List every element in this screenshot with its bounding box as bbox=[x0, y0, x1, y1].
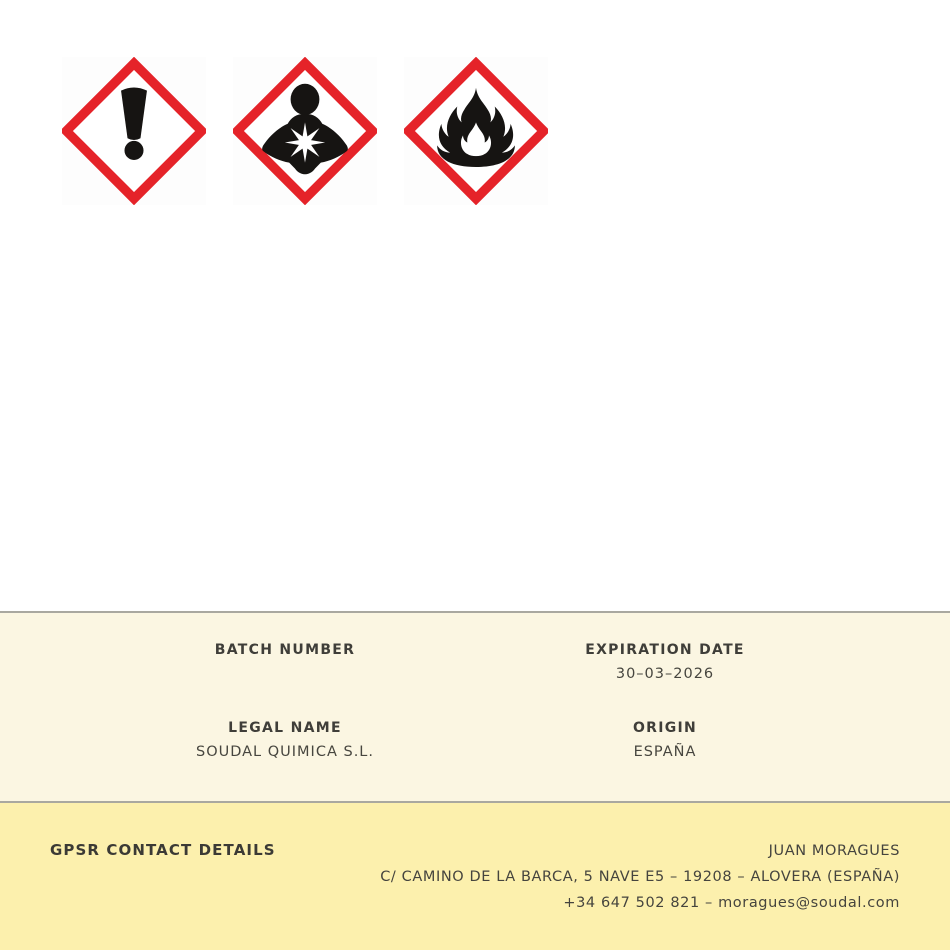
batch-number-label: BATCH NUMBER bbox=[214, 642, 356, 658]
exclamation-mark-icon bbox=[62, 57, 206, 205]
origin-label: ORIGIN bbox=[632, 720, 698, 736]
field-legal-name bbox=[95, 717, 475, 765]
expiration-date-value: 30–03–2026 bbox=[615, 666, 715, 682]
ghs-pictograms bbox=[62, 57, 548, 205]
contact-phone-email: +34 647 502 821 – moragues@soudal.com bbox=[563, 895, 900, 911]
health-hazard-icon bbox=[233, 57, 377, 205]
contact-panel bbox=[0, 801, 950, 950]
contact-lines bbox=[380, 838, 900, 916]
origin-value: ESPAÑA bbox=[633, 744, 697, 760]
pictogram-exclamation bbox=[62, 57, 206, 205]
pictogram-health-hazard bbox=[233, 57, 377, 205]
field-batch-number bbox=[95, 639, 475, 687]
contact-address: C/ CAMINO DE LA BARCA, 5 NAVE E5 – 19208 – ALOVERA (ESPAÑA) bbox=[380, 869, 900, 885]
pictogram-flame bbox=[404, 57, 548, 205]
field-origin bbox=[475, 717, 855, 765]
contact-heading: GPSR CONTACT DETAILS bbox=[50, 841, 276, 859]
field-expiration-date bbox=[475, 639, 855, 687]
contact-name: JUAN MORAGUES bbox=[768, 843, 900, 859]
flame-icon bbox=[404, 57, 548, 205]
expiration-date-label: EXPIRATION DATE bbox=[585, 642, 745, 658]
info-panel bbox=[0, 611, 950, 801]
legal-name-label: LEGAL NAME bbox=[228, 720, 342, 736]
legal-name-value: SOUDAL QUIMICA S.L. bbox=[196, 744, 374, 760]
info-grid bbox=[95, 639, 855, 765]
